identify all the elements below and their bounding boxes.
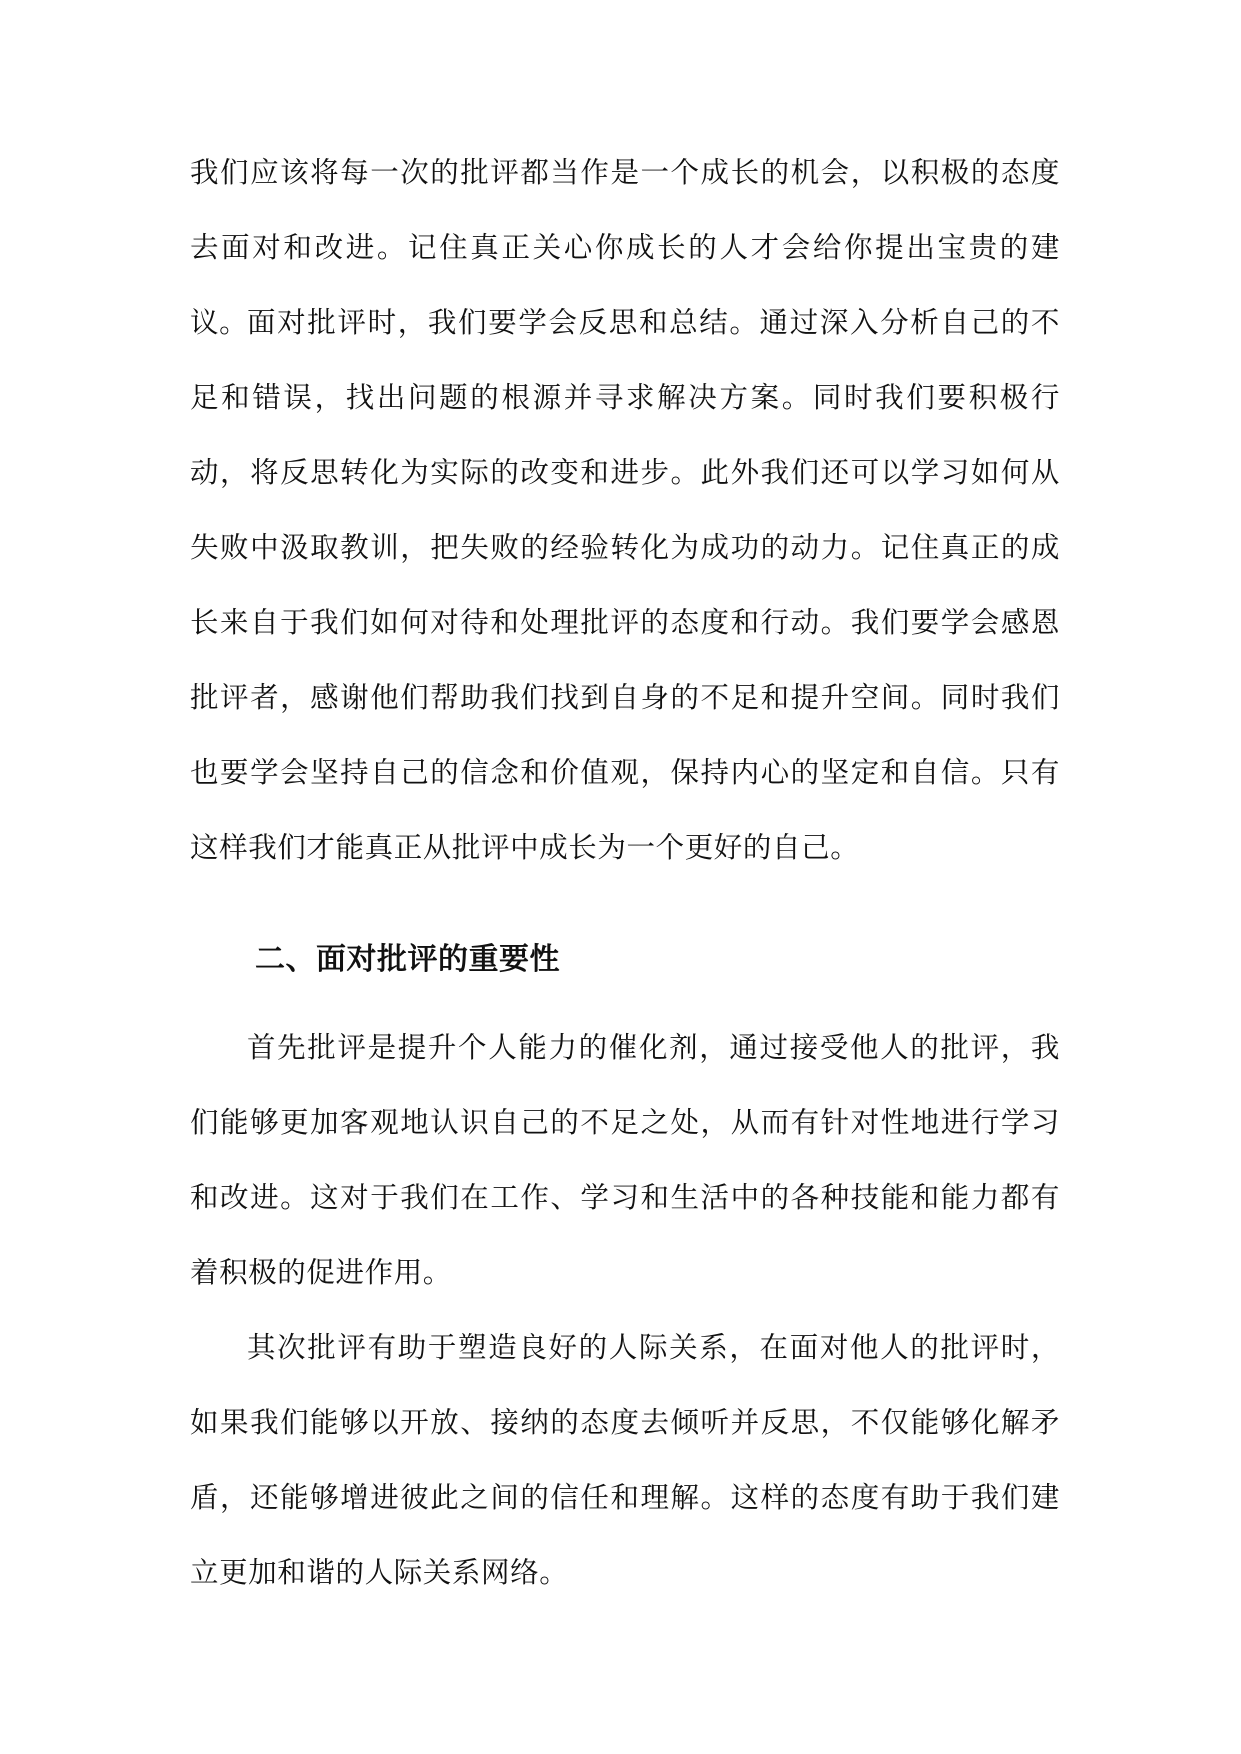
section-heading: 二、面对批评的重要性 bbox=[255, 942, 560, 977]
paragraph-critique-catalyst: 首先批评是提升个人能力的催化剂，通过接受他人的批评，我们能够更加客观地认识自己的不足之处，从而有针对性地进行学习和改进。这对于我们在工作、学习和生活中的各种技能和能力都有着积极的促进作用。 bbox=[190, 1031, 1060, 1289]
paragraph-critique-as-opportunity: 我们应该将每一次的批评都当作是一个成长的机会，以积极的态度去面对和改进。记住真正关心你成长的人才会给你提出宝贵的建议。 bbox=[190, 156, 1060, 339]
paragraph-reflect-and-summarize: 面对批评时，我们要学会反思和总结。通过深入分析自己的不足和错误，找出问题的根源并寻求解决方案。同时我们要积极行动，将反思转化为实际的改变和进步。此外我们还可以学习如何从失败中汲取教训，把失败的经验转化为成功的动力。记住真正的成长来自于我们如何对待和处理批评的态度和行动。我们要学会感恩批评者，感谢他们帮助我们找到自身的不足和提升空间。同时我们也要学会坚持自己的信念和价值观，保持内心的坚定和自信。只有这样我们才能真正从批评中成长为一个更好的自己。 bbox=[190, 306, 1060, 864]
paragraph-critique-relationships: 其次批评有助于塑造良好的人际关系，在面对他人的批评时，如果我们能够以开放、接纳的态度去倾听并反思，不仅能够化解矛盾，还能够增进彼此之间的信任和理解。这样的态度有助于我们建立更加和谐的人际关系网络。 bbox=[190, 1331, 1060, 1589]
